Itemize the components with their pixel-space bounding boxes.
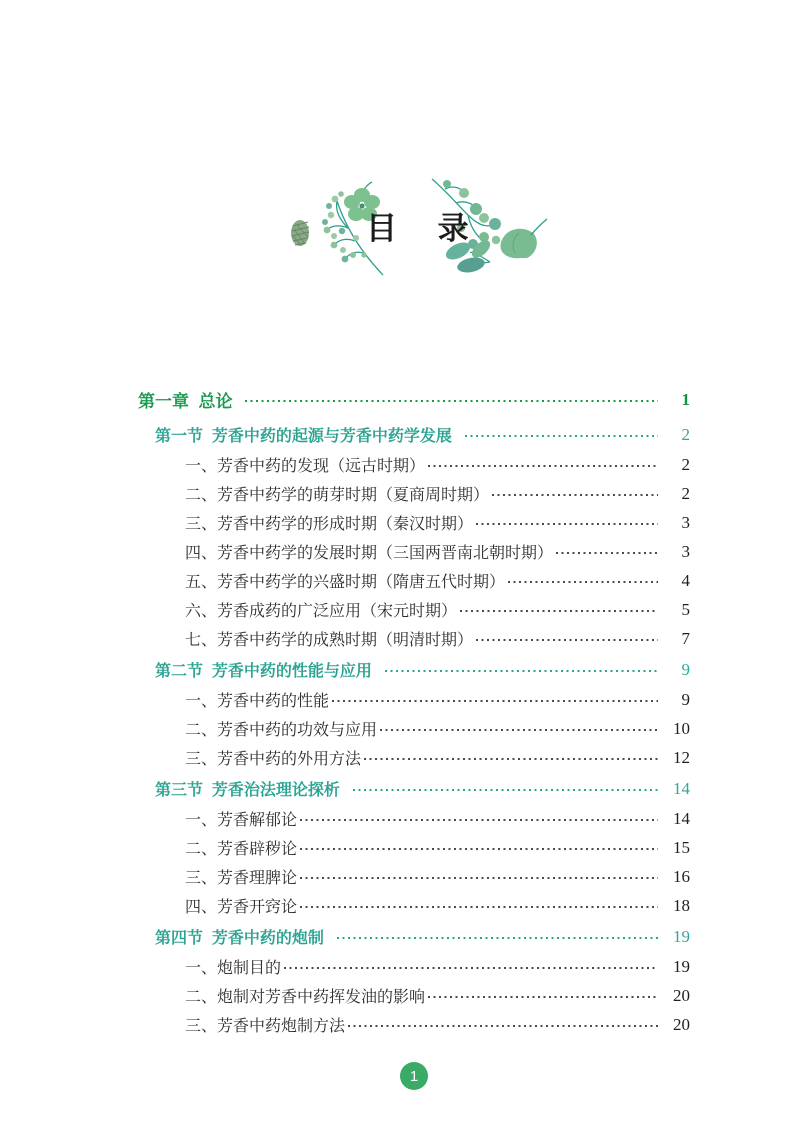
toc-row-item — [185, 450, 690, 479]
toc-entry-label: 第三节 芳香治法理论探析 — [155, 782, 340, 799]
dot-leader — [476, 639, 658, 641]
toc-entry-label: 三、芳香中药的外用方法 — [185, 751, 362, 768]
toc-entry-page-number: 4 — [681, 570, 690, 590]
toc-entry-page-number: 12 — [673, 747, 690, 767]
toc-entry-page-number: 1 — [681, 389, 690, 409]
dot-leader — [300, 906, 658, 908]
toc-entry-label: 二、芳香辟秽论 — [185, 841, 298, 858]
toc-entry-page-number: 7 — [681, 628, 690, 648]
dot-leader — [380, 729, 658, 731]
ginkgo-leaf-icon — [500, 219, 547, 258]
toc-entry-page-number: 3 — [681, 541, 690, 561]
toc-row-item — [185, 981, 690, 1010]
toc-entry-label: 第二节 芳香中药的性能与应用 — [155, 663, 372, 680]
toc-entry-label: 四、芳香开窍论 — [185, 899, 298, 916]
toc-entry-label: 第四节 芳香中药的炮制 — [155, 930, 324, 947]
pinecone-icon — [291, 220, 309, 246]
dot-leader — [428, 996, 658, 998]
toc-row-item — [185, 479, 690, 508]
toc-entry-page-number: 20 — [673, 985, 690, 1005]
toc-row-item — [185, 595, 690, 624]
dot-leader — [337, 937, 658, 939]
toc-entry-label: 第一节 芳香中药的起源与芳香中药学发展 — [155, 428, 452, 445]
toc-entry-label: 五、芳香中药学的兴盛时期（隋唐五代时期） — [185, 574, 506, 591]
toc-list — [138, 385, 690, 1039]
page-title: 目 录 — [366, 211, 485, 246]
dot-leader — [300, 848, 658, 850]
toc-row-item — [185, 891, 690, 920]
toc-entry-label: 三、芳香理脾论 — [185, 870, 298, 887]
toc-row-chapter — [138, 385, 690, 414]
toc-entry-page-number: 19 — [673, 926, 690, 946]
dot-leader — [348, 1025, 658, 1027]
dot-leader — [508, 581, 658, 583]
dot-leader — [460, 610, 658, 612]
dot-leader — [428, 465, 658, 467]
toc-entry-page-number: 2 — [681, 454, 690, 474]
page-number-badge: 1 — [400, 1062, 428, 1090]
dot-leader — [476, 523, 658, 525]
toc-entry-page-number: 18 — [673, 895, 690, 915]
toc-row-section — [155, 655, 690, 684]
toc-row-section — [155, 420, 690, 449]
toc-row-item — [185, 624, 690, 653]
toc-entry-label: 二、炮制对芳香中药挥发油的影响 — [185, 989, 426, 1006]
toc-row-item — [185, 1010, 690, 1039]
dot-leader — [245, 400, 658, 402]
toc-row-item — [185, 743, 690, 772]
toc-entry-label: 一、芳香中药的性能 — [185, 693, 330, 710]
toc-row-item — [185, 714, 690, 743]
dot-leader — [353, 789, 658, 791]
toc-entry-page-number: 5 — [681, 599, 690, 619]
toc-entry-page-number: 14 — [673, 808, 690, 828]
toc-row-item — [185, 508, 690, 537]
toc-row-item — [185, 952, 690, 981]
dot-leader — [364, 758, 658, 760]
toc-entry-page-number: 20 — [673, 1014, 690, 1034]
toc-entry-label: 二、芳香中药学的萌芽时期（夏商周时期） — [185, 487, 490, 504]
toc-row-item — [185, 833, 690, 862]
dot-leader — [300, 819, 658, 821]
toc-entry-label: 六、芳香成药的广泛应用（宋元时期） — [185, 603, 458, 620]
toc-row-item — [185, 862, 690, 891]
dot-leader — [284, 967, 658, 969]
toc-entry-label: 二、芳香中药的功效与应用 — [185, 722, 378, 739]
toc-entry-label: 第一章 总论 — [138, 392, 233, 411]
toc-row-item — [185, 537, 690, 566]
toc-entry-page-number: 10 — [673, 718, 690, 738]
toc-entry-label: 一、芳香中药的发现（远古时期） — [185, 458, 426, 475]
dot-leader — [492, 494, 658, 496]
dot-leader — [385, 670, 658, 672]
toc-entry-page-number: 3 — [681, 512, 690, 532]
toc-entry-label: 三、芳香中药学的形成时期（秦汉时期） — [185, 516, 474, 533]
toc-entry-page-number: 14 — [673, 778, 690, 798]
dot-leader — [332, 700, 658, 702]
toc-row-item — [185, 566, 690, 595]
toc-entry-page-number: 16 — [673, 866, 690, 886]
toc-row-item — [185, 804, 690, 833]
toc-entry-page-number: 2 — [681, 424, 690, 444]
toc-entry-page-number: 15 — [673, 837, 690, 857]
toc-entry-page-number: 9 — [681, 659, 690, 679]
dot-leader — [300, 877, 658, 879]
toc-entry-label: 一、炮制目的 — [185, 960, 282, 977]
toc-entry-page-number: 9 — [681, 689, 690, 709]
toc-entry-label: 七、芳香中药学的成熟时期（明清时期） — [185, 632, 474, 649]
toc-row-section — [155, 774, 690, 803]
toc-entry-label: 四、芳香中药学的发展时期（三国两晋南北朝时期） — [185, 545, 554, 562]
toc-row-section — [155, 922, 690, 951]
toc-row-item — [185, 685, 690, 714]
toc-entry-label: 一、芳香解郁论 — [185, 812, 298, 829]
dot-leader — [465, 435, 658, 437]
toc-entry-page-number: 19 — [673, 956, 690, 976]
toc-entry-label: 三、芳香中药炮制方法 — [185, 1018, 346, 1035]
toc-entry-page-number: 2 — [681, 483, 690, 503]
dot-leader — [556, 552, 658, 554]
